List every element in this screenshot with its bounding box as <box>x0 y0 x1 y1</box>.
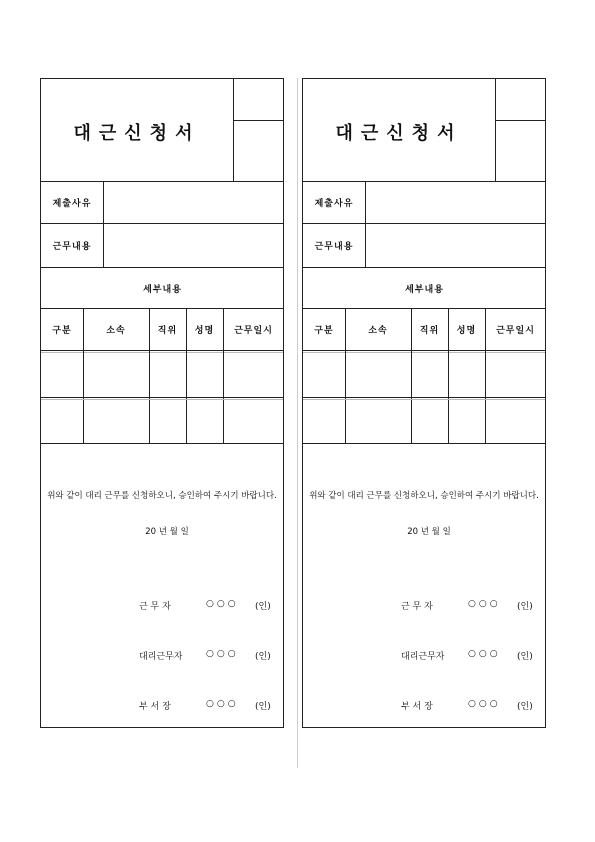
col-category: 구분 <box>314 326 334 336</box>
table-row[interactable] <box>303 353 546 397</box>
col-datetime: 근무일시 <box>496 326 535 336</box>
approval-box-top[interactable] <box>496 79 546 121</box>
col-category: 구분 <box>52 326 72 336</box>
approval-box-bottom[interactable] <box>234 122 284 181</box>
seal-mark: (인) <box>517 602 533 612</box>
seal-mark: (인) <box>517 652 533 662</box>
table-row[interactable] <box>41 400 284 443</box>
signature-role: 근 무 자 <box>401 602 433 612</box>
signature-role: 근 무 자 <box>139 602 171 612</box>
reason-field[interactable] <box>104 182 284 223</box>
col-position: 직위 <box>157 326 178 336</box>
signature-name: ○○○ <box>468 699 501 709</box>
signature-role: 부 서 장 <box>401 702 433 712</box>
work-content-label: 근무내용 <box>52 242 92 252</box>
reason-label: 제출사유 <box>52 199 92 209</box>
approval-box-bottom[interactable] <box>496 122 546 181</box>
application-form-right <box>302 78 546 728</box>
page-divider <box>297 78 298 768</box>
reason-field[interactable] <box>366 182 546 223</box>
table-row[interactable] <box>41 353 284 397</box>
signature-name: ○○○ <box>468 599 501 609</box>
col-name: 성명 <box>456 326 477 336</box>
detail-header: 세부내용 <box>405 284 444 295</box>
col-department: 소속 <box>106 326 126 336</box>
work-content-label: 근무내용 <box>314 242 354 252</box>
signature-role: 부 서 장 <box>139 702 171 712</box>
date-line: 20 년 월 일 <box>407 527 451 537</box>
col-department: 소속 <box>368 326 388 336</box>
signature-name: ○○○ <box>206 649 239 659</box>
seal-mark: (인) <box>517 702 533 712</box>
reason-label: 제출사유 <box>314 199 354 209</box>
detail-header: 세부내용 <box>143 284 182 295</box>
col-position: 직위 <box>419 326 440 336</box>
table-row[interactable] <box>303 400 546 443</box>
seal-mark: (인) <box>255 602 271 612</box>
signature-role: 대리근무자 <box>401 652 445 662</box>
work-content-field[interactable] <box>104 224 284 267</box>
request-statement: 위와 같이 대리 근무를 신청하오니, 승인하여 주시기 바랍니다. <box>47 491 277 501</box>
signature-name: ○○○ <box>206 699 239 709</box>
application-form-left <box>40 78 284 728</box>
work-content-field[interactable] <box>366 224 546 267</box>
date-line: 20 년 월 일 <box>145 527 189 537</box>
form-title: 대근신청서 <box>73 123 201 144</box>
signature-name: ○○○ <box>206 599 239 609</box>
signature-role: 대리근무자 <box>139 652 183 662</box>
signature-name: ○○○ <box>468 649 501 659</box>
seal-mark: (인) <box>255 652 271 662</box>
col-datetime: 근무일시 <box>234 326 273 336</box>
request-statement: 위와 같이 대리 근무를 신청하오니, 승인하여 주시기 바랍니다. <box>309 491 539 501</box>
col-name: 성명 <box>194 326 215 336</box>
seal-mark: (인) <box>255 702 271 712</box>
form-title: 대근신청서 <box>335 123 463 144</box>
approval-box-top[interactable] <box>234 79 284 121</box>
